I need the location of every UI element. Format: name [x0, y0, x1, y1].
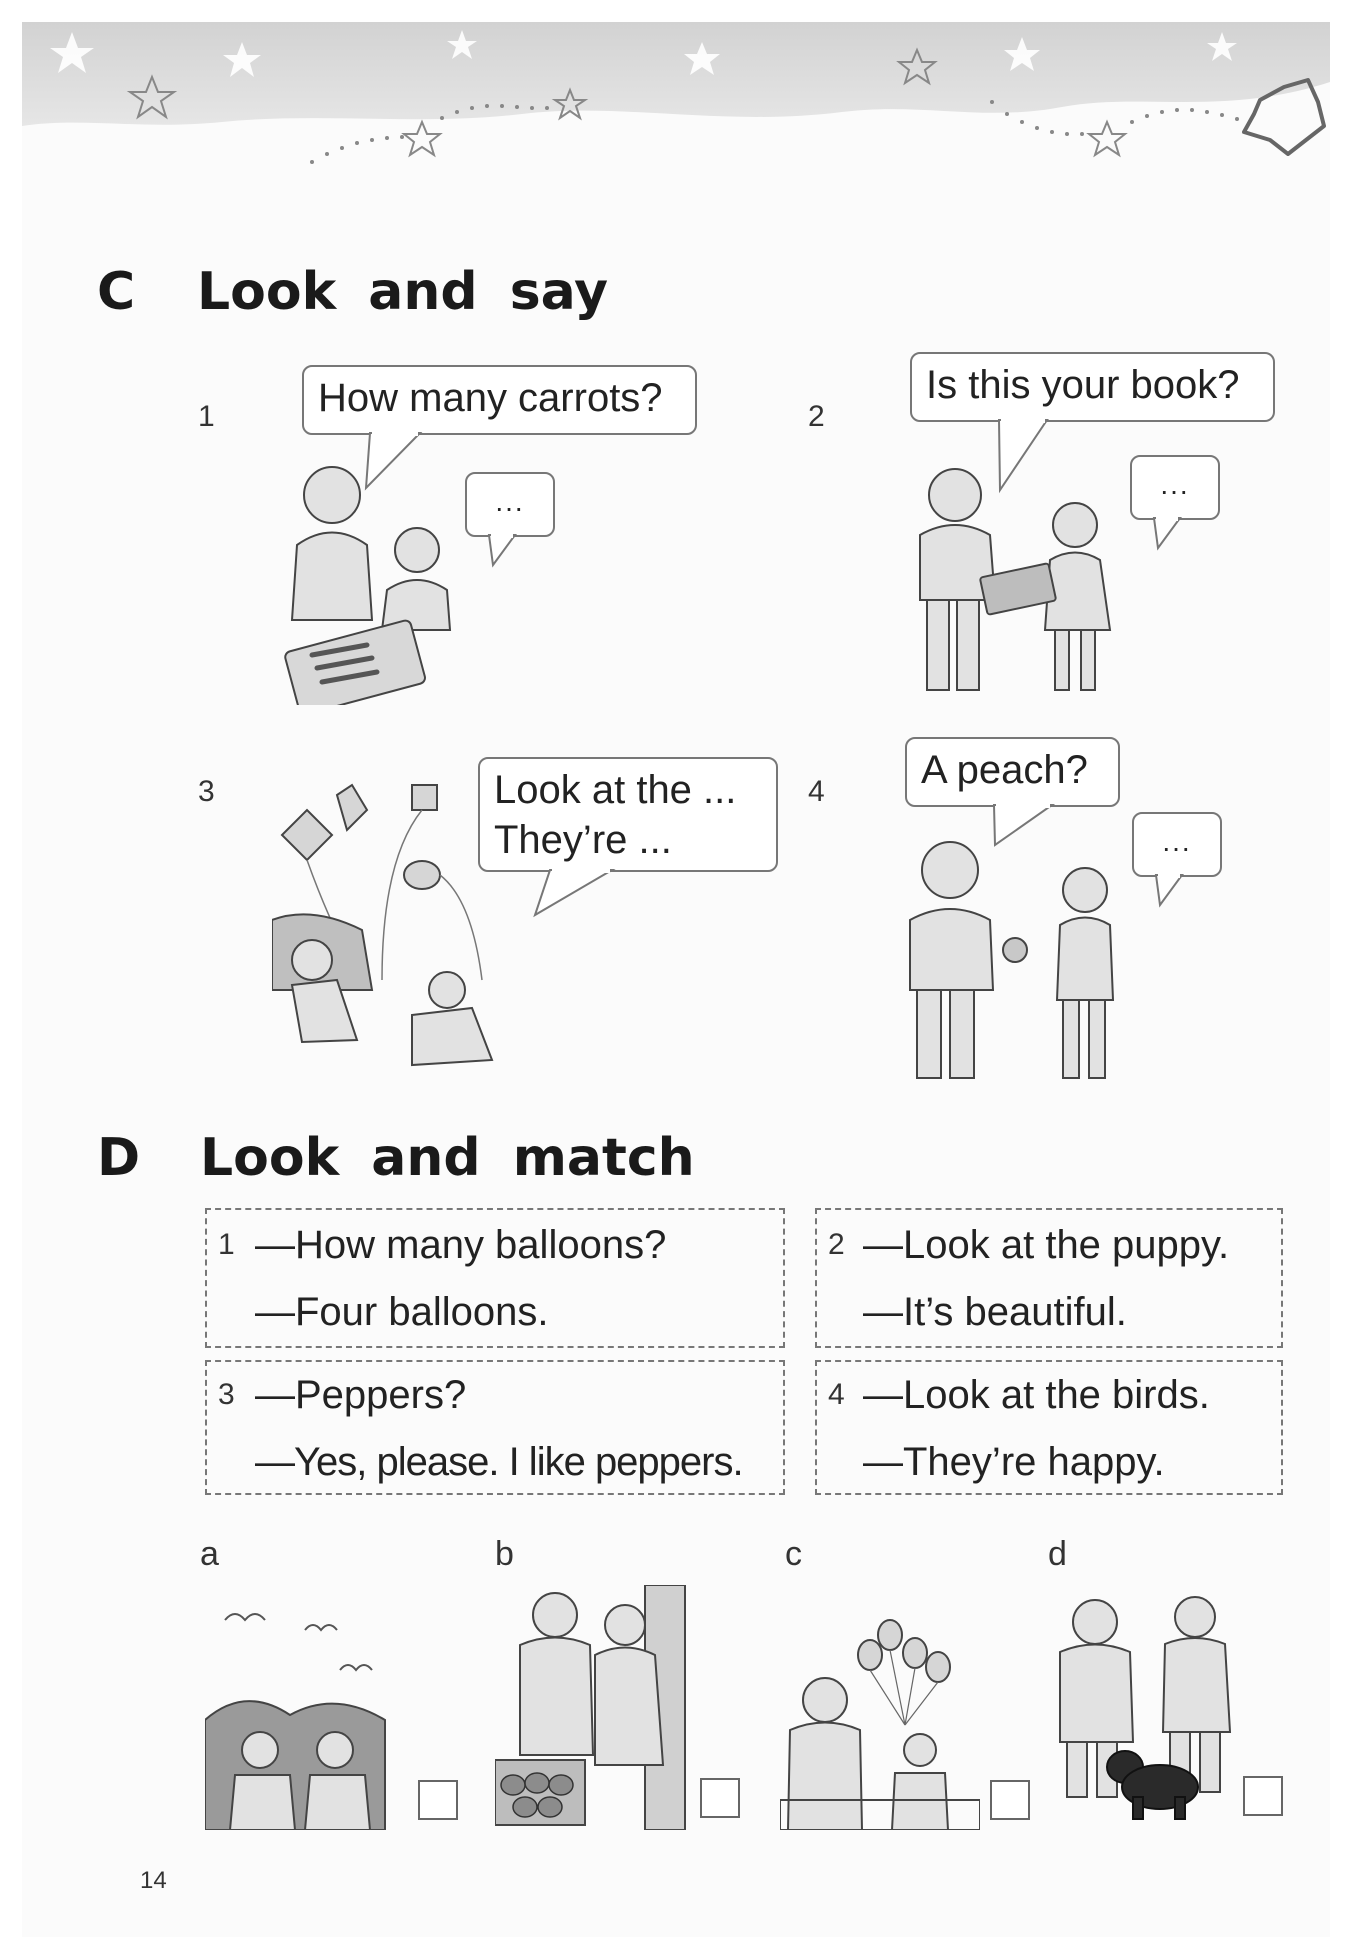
- dialogue-3-line-2: —Yes, please. I like peppers.: [255, 1440, 743, 1484]
- answer-box-b[interactable]: [700, 1778, 740, 1818]
- item-2-boy-girl-book-illustration: [905, 460, 1125, 700]
- item-2-speech-bubble: Is this your book?: [910, 352, 1275, 422]
- item-4-woman-girl-peach-illustration: [895, 830, 1135, 1085]
- picture-c-balloons-illustration: [780, 1605, 980, 1830]
- item-2-number: 2: [808, 400, 825, 433]
- picture-d-puppy-illustration: [1045, 1592, 1245, 1822]
- item-1-mother-child-carrots-illustration: [272, 450, 472, 705]
- item-2-reply-bubble: ...: [1130, 455, 1220, 520]
- dialogue-1-line-1: —How many balloons?: [255, 1223, 667, 1267]
- item-3-speech-bubble: [478, 757, 778, 872]
- item-4-speech-bubble: A peach?: [905, 737, 1120, 807]
- item-1-reply-tail: [485, 535, 525, 570]
- item-1-number: 1: [198, 400, 215, 433]
- answer-box-a[interactable]: [418, 1780, 458, 1820]
- picture-a-birds-illustration: [205, 1590, 405, 1830]
- item-4-reply-tail: [1152, 875, 1192, 910]
- dialogue-1-number: 1: [218, 1228, 235, 1261]
- answer-box-d[interactable]: [1243, 1776, 1283, 1816]
- section-d-title: Look and match: [200, 1128, 695, 1188]
- picture-a-letter: a: [200, 1535, 219, 1573]
- item-3-bubble-tail: [530, 870, 620, 920]
- dialogue-4-number: 4: [828, 1378, 845, 1411]
- page-number: 14: [140, 1867, 167, 1894]
- item-3-bubble-line-2: They’re ...: [494, 818, 672, 862]
- section-c-title: Look and say: [197, 262, 609, 322]
- dialogue-2-number: 2: [828, 1228, 845, 1261]
- dialogue-1-line-2: —Four balloons.: [255, 1290, 549, 1334]
- item-4-number: 4: [808, 775, 825, 808]
- picture-b-letter: b: [495, 1535, 514, 1573]
- section-c-letter: C: [97, 262, 136, 322]
- dialogue-4-line-2: —They’re happy.: [863, 1440, 1165, 1484]
- dialogue-3-number: 3: [218, 1378, 235, 1411]
- star-banner: [22, 22, 1330, 202]
- dialogue-3-line-1: —Peppers?: [255, 1373, 467, 1417]
- item-1-reply-bubble: ...: [465, 472, 555, 537]
- item-4-reply-bubble: ...: [1132, 812, 1222, 877]
- picture-d-letter: d: [1048, 1535, 1067, 1573]
- dialogue-4-line-1: —Look at the birds.: [863, 1373, 1210, 1417]
- item-3-number: 3: [198, 775, 215, 808]
- dialogue-2-line-1: —Look at the puppy.: [863, 1223, 1230, 1267]
- answer-box-c[interactable]: [990, 1780, 1030, 1820]
- item-3-children-kites-illustration: [272, 780, 502, 1080]
- section-d-letter: D: [97, 1128, 141, 1188]
- dialogue-2-line-2: —It’s beautiful.: [863, 1290, 1127, 1334]
- item-1-speech-bubble: How many carrots?: [302, 365, 697, 435]
- picture-b-peppers-illustration: [495, 1585, 695, 1830]
- item-2-reply-tail: [1150, 518, 1190, 553]
- picture-c-letter: c: [785, 1535, 802, 1573]
- item-3-bubble-line-1: Look at the ...: [494, 768, 737, 812]
